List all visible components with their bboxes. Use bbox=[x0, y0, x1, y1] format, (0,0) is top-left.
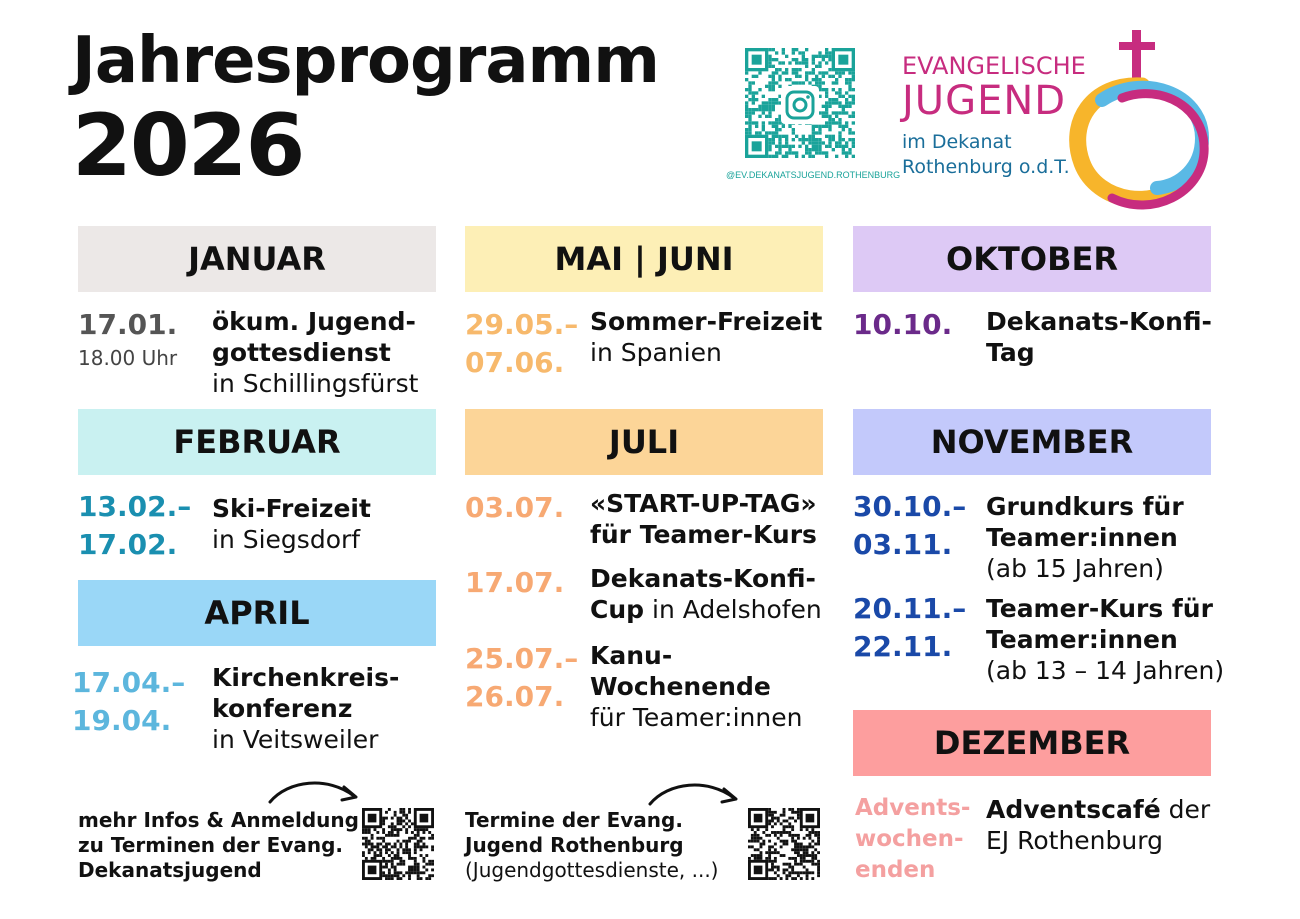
event-title: Teamer-Kurs für bbox=[986, 594, 1213, 623]
arrow-icon bbox=[268, 776, 362, 806]
event-date: 13.02.– bbox=[78, 490, 192, 523]
event-title: Kirchenkreis- bbox=[212, 663, 400, 692]
event-audience: für Teamer:innen bbox=[590, 703, 803, 732]
event-date: 10.10. bbox=[853, 308, 953, 341]
event-title: für Teamer-Kurs bbox=[590, 520, 817, 549]
event-audience: (ab 15 Jahren) bbox=[986, 554, 1164, 583]
event-date: 29.05.– bbox=[465, 308, 579, 341]
instagram-qr-code[interactable] bbox=[745, 48, 855, 160]
page-title: Jahresprogramm bbox=[72, 24, 659, 98]
event-audience: (ab 13 – 14 Jahren) bbox=[986, 656, 1225, 685]
logo-text-rothenburg: Rothenburg o.d.T. bbox=[902, 156, 1070, 178]
event-time: 18.00 Uhr bbox=[78, 346, 178, 370]
event-title: Ski-Freizeit bbox=[212, 494, 371, 523]
event-title: Wochenende bbox=[590, 672, 771, 701]
qr-code-ej-rothenburg[interactable] bbox=[748, 808, 820, 880]
event-location: in Veitsweiler bbox=[212, 725, 379, 754]
arrow-icon bbox=[648, 778, 742, 808]
event-date-end: 07.06. bbox=[465, 346, 565, 379]
event-title: Tag bbox=[986, 338, 1035, 367]
qr-code-dekanatsjugend[interactable] bbox=[362, 808, 434, 880]
month-header-april: APRIL bbox=[78, 580, 436, 646]
footer-info-text: mehr Infos & Anmeldung zu Terminen der Evang. Dekanatsjugend bbox=[78, 808, 359, 882]
logo-text-jugend: JUGEND bbox=[902, 78, 1067, 124]
month-header-dezember: DEZEMBER bbox=[853, 710, 1211, 776]
month-header-juli: JULI bbox=[465, 409, 823, 475]
event-date: wochen- bbox=[855, 826, 964, 852]
month-header-januar: JANUAR bbox=[78, 226, 436, 292]
event-title: Grundkurs für bbox=[986, 492, 1184, 521]
event-date: 25.07.– bbox=[465, 642, 579, 675]
event-title: «START-UP-TAG» bbox=[590, 489, 817, 518]
event-location: EJ Rothenburg bbox=[986, 826, 1163, 855]
event-title: Dekanats-Konfi- bbox=[986, 307, 1212, 336]
event-date: 17.01. bbox=[78, 308, 178, 341]
event-title: Adventscafé der bbox=[986, 795, 1211, 824]
logo-text-evangelische: EVANGELISCHE bbox=[902, 52, 1086, 80]
logo-text-dekanat: im Dekanat bbox=[902, 131, 1012, 153]
month-header-februar: FEBRUAR bbox=[78, 409, 436, 475]
event-date: 03.07. bbox=[465, 491, 565, 524]
event-date: enden bbox=[855, 857, 936, 883]
month-header-mai-juni: MAI | JUNI bbox=[465, 226, 823, 292]
event-date: 17.04.– bbox=[72, 666, 186, 699]
month-header-november: NOVEMBER bbox=[853, 409, 1211, 475]
instagram-handle[interactable]: @EV.DEKANATSJUGEND.ROTHENBURG bbox=[726, 170, 901, 180]
event-date: Advents- bbox=[855, 795, 971, 821]
event-location: in Spanien bbox=[590, 338, 722, 367]
event-date-end: 03.11. bbox=[853, 528, 953, 561]
event-date-end: 19.04. bbox=[72, 704, 172, 737]
event-location: in Siegsdorf bbox=[212, 525, 361, 554]
event-date: 17.07. bbox=[465, 566, 565, 599]
event-title: Dekanats-Konfi- bbox=[590, 564, 816, 593]
event-title: Teamer:innen bbox=[986, 523, 1178, 552]
page-year: 2026 bbox=[72, 96, 304, 196]
event-date-end: 26.07. bbox=[465, 680, 565, 713]
event-title: Sommer-Freizeit bbox=[590, 307, 823, 336]
event-location: in Schillingsfürst bbox=[212, 369, 419, 398]
event-title: Kanu- bbox=[590, 641, 673, 670]
event-date-end: 17.02. bbox=[78, 528, 178, 561]
event-date-end: 22.11. bbox=[853, 630, 953, 663]
event-title: konferenz bbox=[212, 694, 353, 723]
ej-logo-mark bbox=[1062, 28, 1212, 214]
event-title: Teamer:innen bbox=[986, 625, 1178, 654]
month-header-oktober: OKTOBER bbox=[853, 226, 1211, 292]
event-title: Cup in Adelshofen bbox=[590, 595, 822, 624]
event-date: 30.10.– bbox=[853, 490, 967, 523]
event-title: gottesdienst bbox=[212, 338, 391, 367]
event-title: ökum. Jugend- bbox=[212, 307, 416, 336]
event-date: 20.11.– bbox=[853, 592, 967, 625]
footer-termine-text: Termine der Evang. Jugend Rothenburg (Jugendgottesdienste, ...) bbox=[465, 808, 719, 882]
